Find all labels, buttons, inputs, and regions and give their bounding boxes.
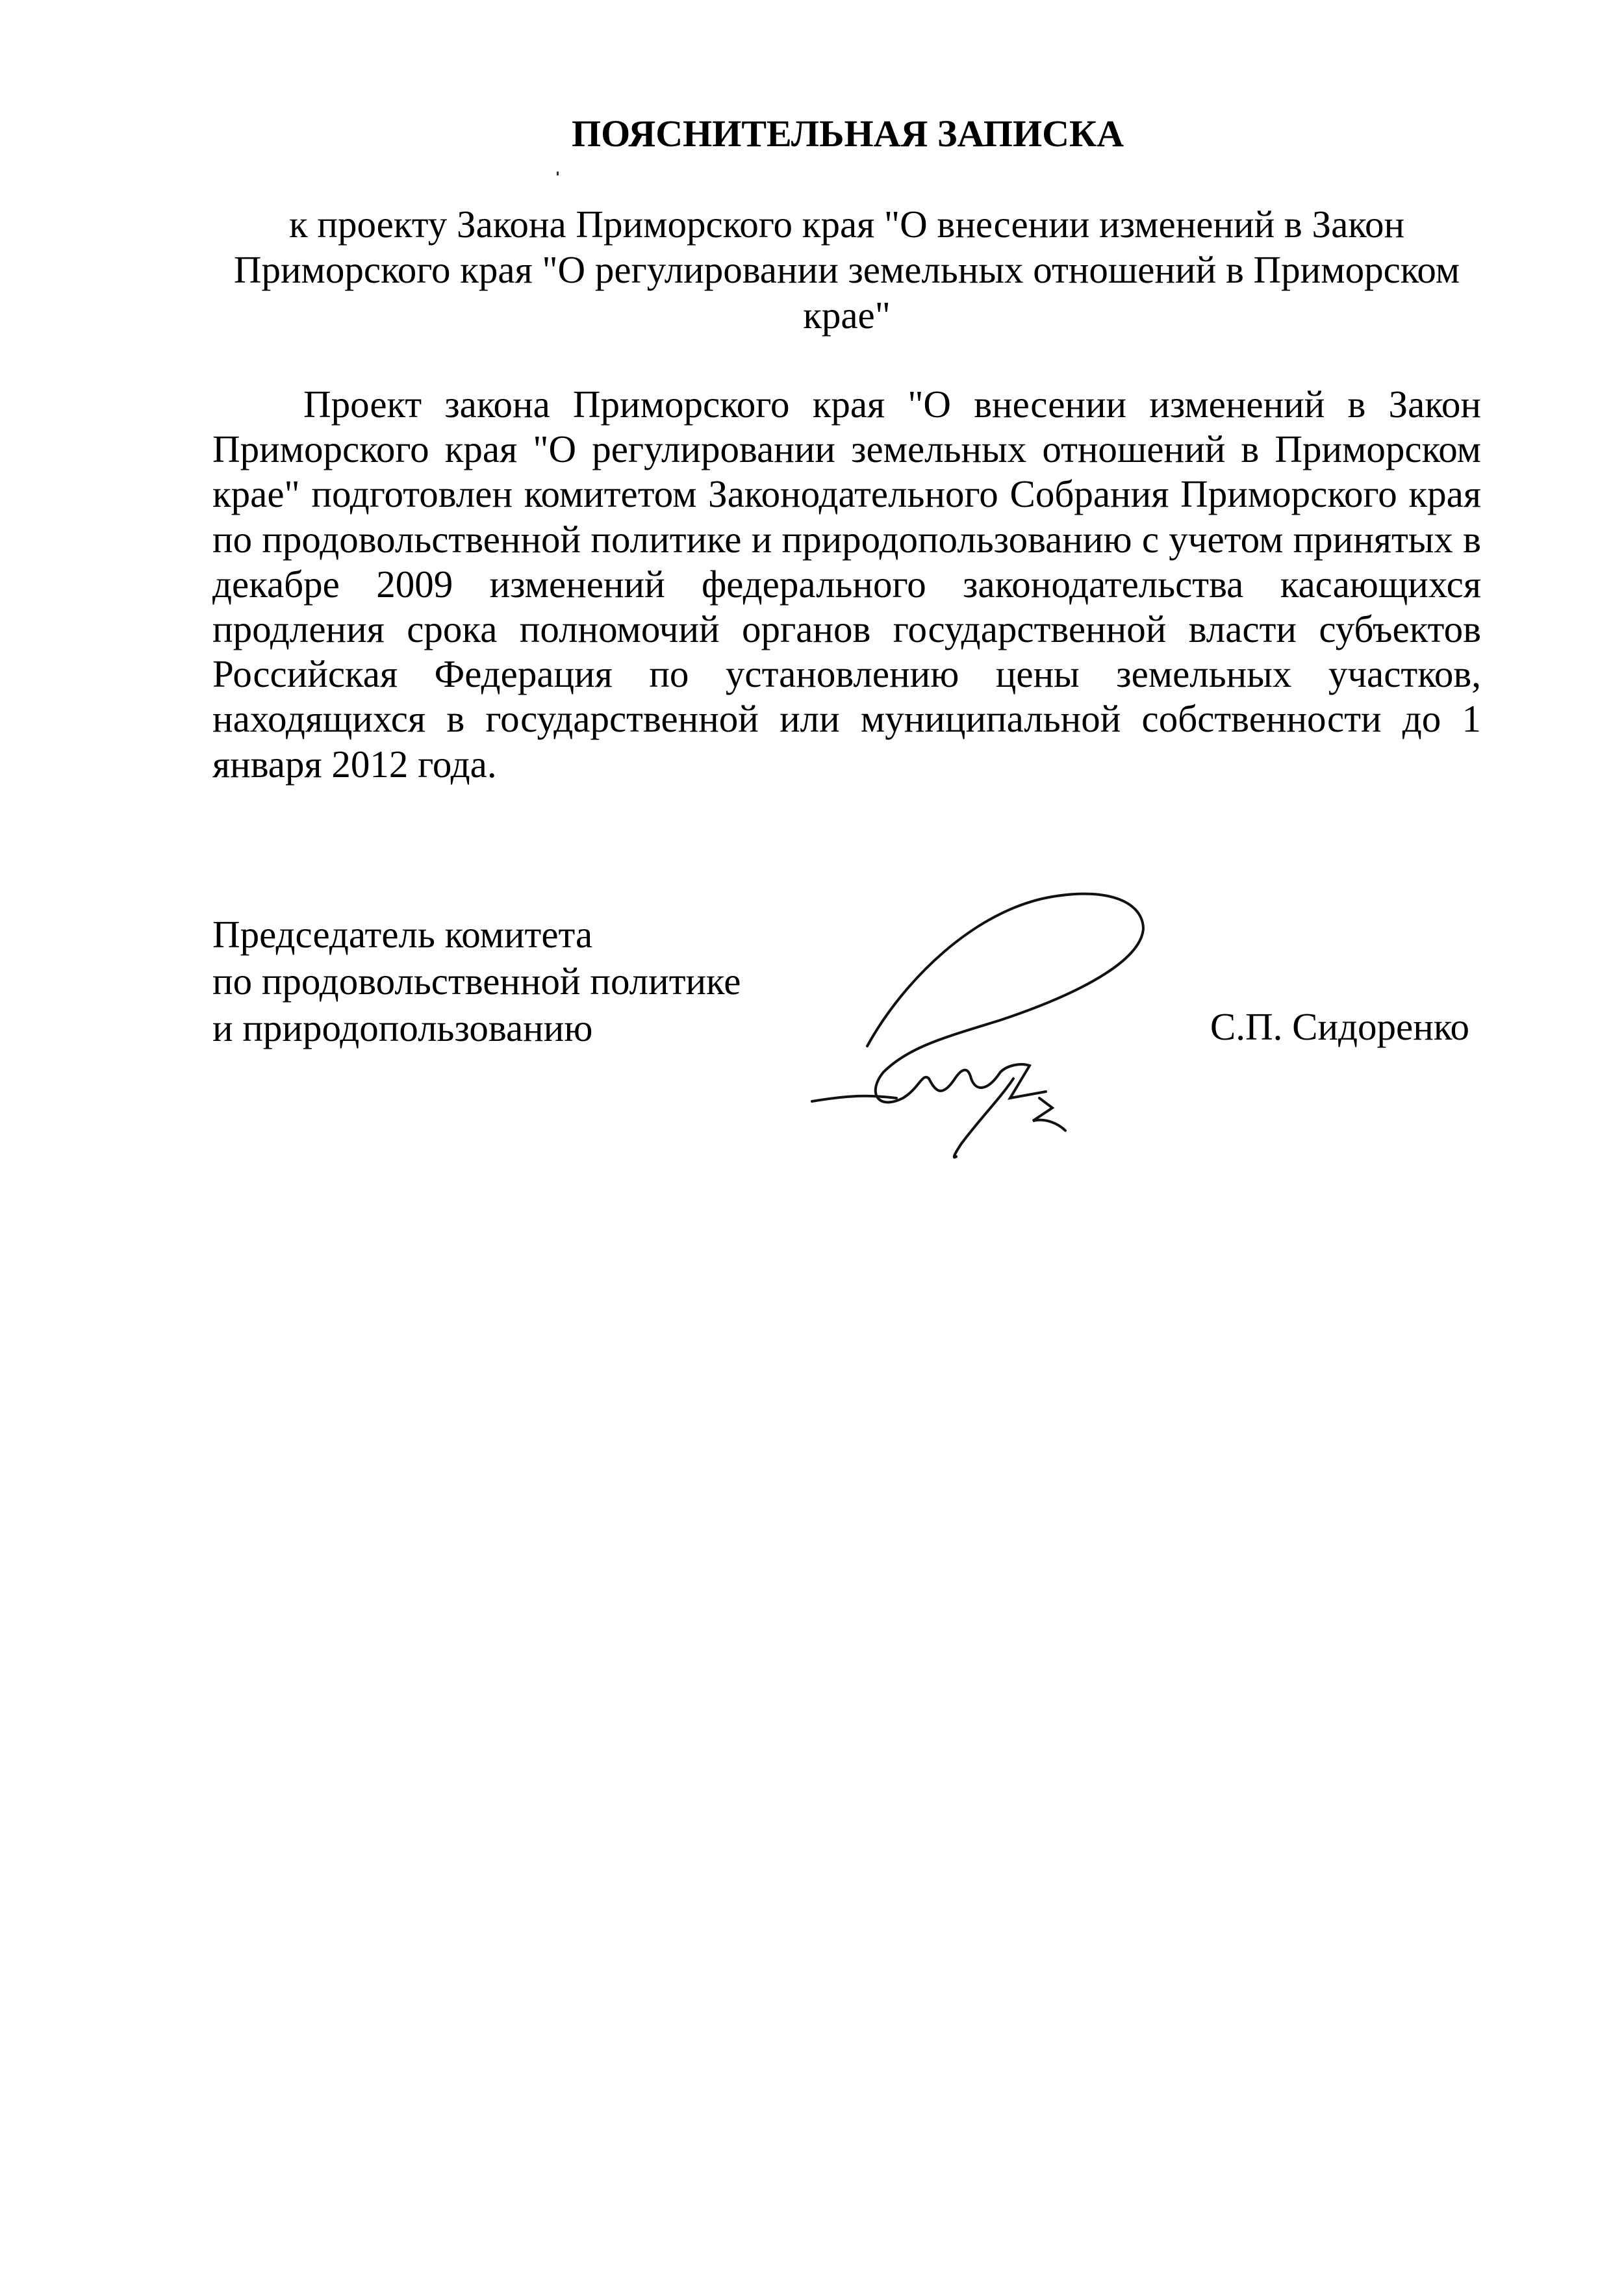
signatory-name: С.П. Сидоренко <box>1210 1005 1469 1048</box>
scan-speck <box>557 172 559 175</box>
position-line: по продовольственной политике <box>212 960 741 1003</box>
handwritten-signature <box>806 884 1156 1163</box>
signatory-position <box>212 911 741 1051</box>
position-line: Председатель комитета <box>212 913 593 956</box>
document-title: ПОЯСНИТЕЛЬНАЯ ЗАПИСКА <box>571 112 1124 155</box>
position-line: и природопользованию <box>212 1006 593 1049</box>
document-subtitle: к проекту Закона Приморского края "О внесении изменений в Закон Приморского края "О регулировании земельных отношений в Приморском крае" <box>233 203 1460 337</box>
document-body: Проект закона Приморского края "О внесении изменений в Закон Приморского края "О регулировании земельных отношений в Приморском крае" подготовлен комитетом Законодательного Собрания Приморского края по продовольственной политике и природопользованию с учетом принятых в декабре 2009 изменений федерального законодательства касающихся продления срока полномочий органов государственной власти субъектов Российская Федерация по установлению цены земельных участков, находящихся в государственной или муниципальной собственности до 1 января 2012 года. <box>212 383 1481 786</box>
